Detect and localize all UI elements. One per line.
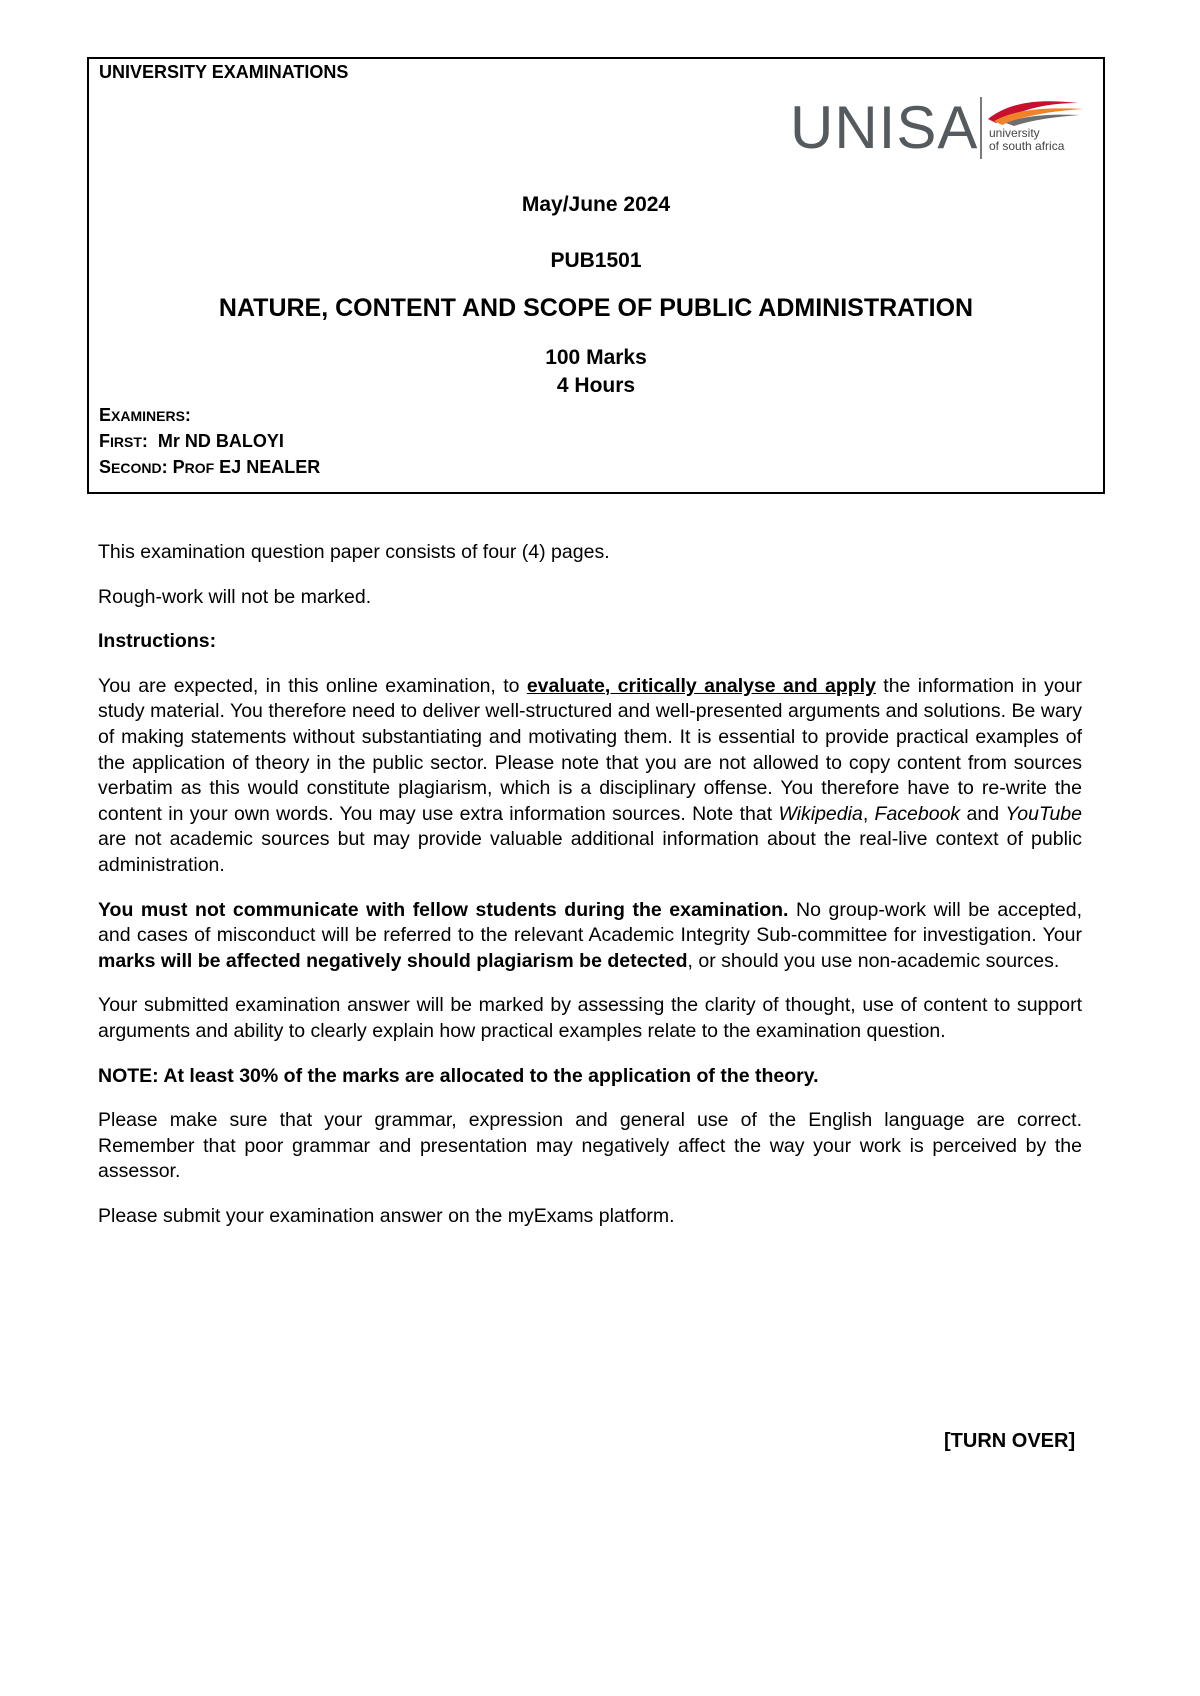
logo-divider bbox=[980, 97, 982, 159]
module-title: NATURE, CONTENT AND SCOPE OF PUBLIC ADMINISTRATION bbox=[218, 294, 974, 322]
university-examinations-label: UNIVERSITY EXAMINATIONS bbox=[99, 62, 349, 82]
examiners-heading: EXAMINERS: bbox=[99, 405, 191, 425]
instructions-paragraph-3: Your submitted examination answer will be marked by assessing the clarity of thought, use of content to support arguments and ability to clearly explain how practical examples relate to the examination question. bbox=[98, 994, 1082, 1042]
logo-sub-line2: of south africa bbox=[989, 139, 1065, 153]
instructions-paragraph-2: You must not communicate with fellow students during the examination. No group-work will be accepted, and cases of misconduct will be referred to the relevant Academic Integrity Sub-committee for investigation. Your marks will be affected negatively should plagiarism be detected, or should you use non-academic sources. bbox=[98, 898, 1082, 972]
submission-statement: Please submit your examination answer on the myExams platform. bbox=[98, 1204, 675, 1227]
instructions-body bbox=[98, 540, 1082, 1248]
instructions-paragraph-1: You are expected, in this online examination, to evaluate, critically analyse and apply the information in your study material. You therefore need to deliver well-structured and well-presented arguments and solutions. Be wary of making statements without substantiating and motivating them. It is essential to provide practical examples of the application of theory in the public sector. Please note that you are not allowed to copy content from sources verbatim as this would constitute plagiarism, which is a disciplinary offense. You therefore have to re-write the content in your own words. You may use extra information sources. Note that Wikipedia, Facebook and YouTube are not academic sources but may provide valuable additional information about the real-live context of public administration. bbox=[98, 674, 1083, 876]
instructions-paragraph-4: Please make sure that your grammar, expression and general use of the English language are correct. Remember that poor grammar and presentation may negatively affect the way your work is perceived by the assessor. bbox=[98, 1109, 1082, 1183]
pages-statement: This examination question paper consists of four (4) pages. bbox=[98, 541, 610, 563]
examiners-block bbox=[99, 403, 320, 481]
first-examiner: FIRST: Mr ND BALOYI bbox=[99, 431, 284, 451]
logo-wordmark: UNISA bbox=[790, 94, 979, 161]
exam-date: May/June 2024 bbox=[521, 193, 671, 216]
marks-and-hours bbox=[89, 344, 1103, 400]
duration: 4 Hours bbox=[556, 374, 636, 397]
unisa-logo bbox=[790, 93, 1090, 163]
second-examiner: SECOND: PROF EJ NEALER bbox=[99, 457, 321, 477]
instructions-heading: Instructions: bbox=[98, 630, 217, 653]
module-code: PUB1501 bbox=[550, 249, 642, 272]
logo-subtitle bbox=[989, 127, 1064, 153]
logo-sub-line1: university bbox=[989, 126, 1040, 140]
swoosh-icon bbox=[986, 97, 1086, 127]
total-marks: 100 Marks bbox=[545, 346, 647, 369]
rough-work-statement: Rough-work will not be marked. bbox=[98, 585, 372, 608]
header-box bbox=[87, 57, 1105, 494]
note-statement: NOTE: At least 30% of the marks are allocated to the application of the theory. bbox=[98, 1064, 819, 1087]
turn-over-label: [TURN OVER] bbox=[944, 1430, 1076, 1452]
